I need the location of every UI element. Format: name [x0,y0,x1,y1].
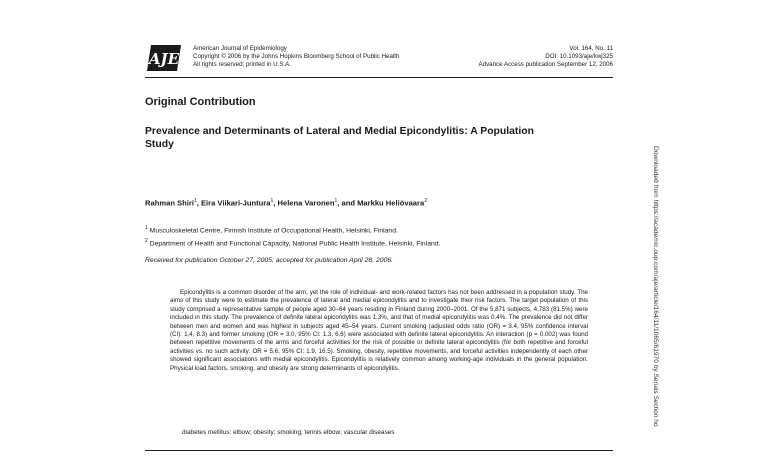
author-name: Helena Varonen [277,198,335,208]
rights-line: All rights reserved; printed in U.S.A. [193,61,292,69]
download-watermark: Downloaded from https://academic.oup.com/aje/article/164/11/1065/61970 by Serials Section ho [652,146,659,427]
author-affiliation-mark: 1 [193,198,197,204]
keywords: diabetes mellitus; elbow; obesity; smoking; tennis elbow; vascular diseases [182,429,395,436]
logo-text: AJE [148,50,180,68]
author-separator: , [273,198,278,208]
journal-info [193,45,399,70]
author-affiliation-mark: 1 [270,198,274,204]
author-name: Rahman Shiri [145,198,194,208]
author-affiliation-mark: 2 [424,198,427,204]
received-accepted-dates: Received for publication October 27, 2005; accepted for publication April 28, 2006. [145,257,393,264]
affiliation-item [145,236,440,249]
author-name: Eira Viikari-Juntura [200,198,271,208]
author-separator: , [196,198,201,208]
doi-line[interactable]: DOI: 10.1093/aje/kwj325 [545,53,613,61]
affiliation-text: Musculoskeletal Centre, Finnish Institute of Occupational Health, Helsinki, Finland. [149,227,398,235]
author-list [145,198,427,208]
author-separator: , and [337,198,358,208]
abstract [170,289,588,373]
article-title: Prevalence and Determinants of Lateral and Medial Epicondylitis: A Population Study [145,126,534,150]
copyright-line: Copyright © 2006 by the Johns Hopkins Bloomberg School of Public Health [193,53,400,61]
volume-issue: Vol. 164, No. 11 [569,45,613,52]
abstract-text: Epicondylitis is a common disorder of the arm, yet the role of individual- and work-related factors has not been addressed in a population study. The aims of this study were to estimate the prevalence of lateral and medial epicondylitis and to investigate their risk factors. The target population of this study comprised a representative sample of people aged 30–64 years residing in Finland during 2000–2001. Of the 5,871 subjects, 4,783 (81.5%) were included in this study. The prevalence of definite lateral epicondylitis was 1.3%, and that of medial epicondylitis was 0.4%. The prevalence did not differ between men and women and was highest in subjects aged 45–54 years. Current smoking (adjusted odds ratio (OR) = 3.4, 95% confidence interval (CI): 1.4, 8.3) and former smoking (OR = 3.0, 95% CI: 1.3, 6.6) were associated with definite lateral epicondylitis. An interaction (p = 0.002) was found between repetitive movements of the arms and forceful activities for the risk of possible or definite lateral epicondylitis (for both repetitive and forceful activities vs. no such activity: OR = 5.6, 95% CI: 1.9, 16.5). Smoking, obesity, repetitive movements, and forceful activities independently of each other showed significant associations with medial epicondylitis. Epicondylitis is relatively common among working-age individuals in the general population. Physical load factors, smoking, and obesity are strong determinants of epicondylitis. [170,289,588,372]
affiliation-item [145,223,440,236]
author-name: Markku Heliövaara [357,198,425,208]
volume-info [479,45,614,70]
affiliation-mark: 2 [145,238,148,245]
affiliations [145,223,440,250]
journal-name: American Journal of Epidemiology [193,45,287,52]
affiliation-mark: 1 [145,225,148,231]
header-divider [145,77,613,78]
section-label: Original Contribution [145,96,256,108]
author-affiliation-mark: 1 [334,198,338,204]
affiliation-text: Department of Health and Functional Capacity, National Public Health Institute, Helsinki, Finland. [149,240,441,248]
advance-access-line: Advance Access publication September 12, 2006 [478,61,613,69]
footer-divider [145,450,613,451]
journal-logo [145,43,183,73]
